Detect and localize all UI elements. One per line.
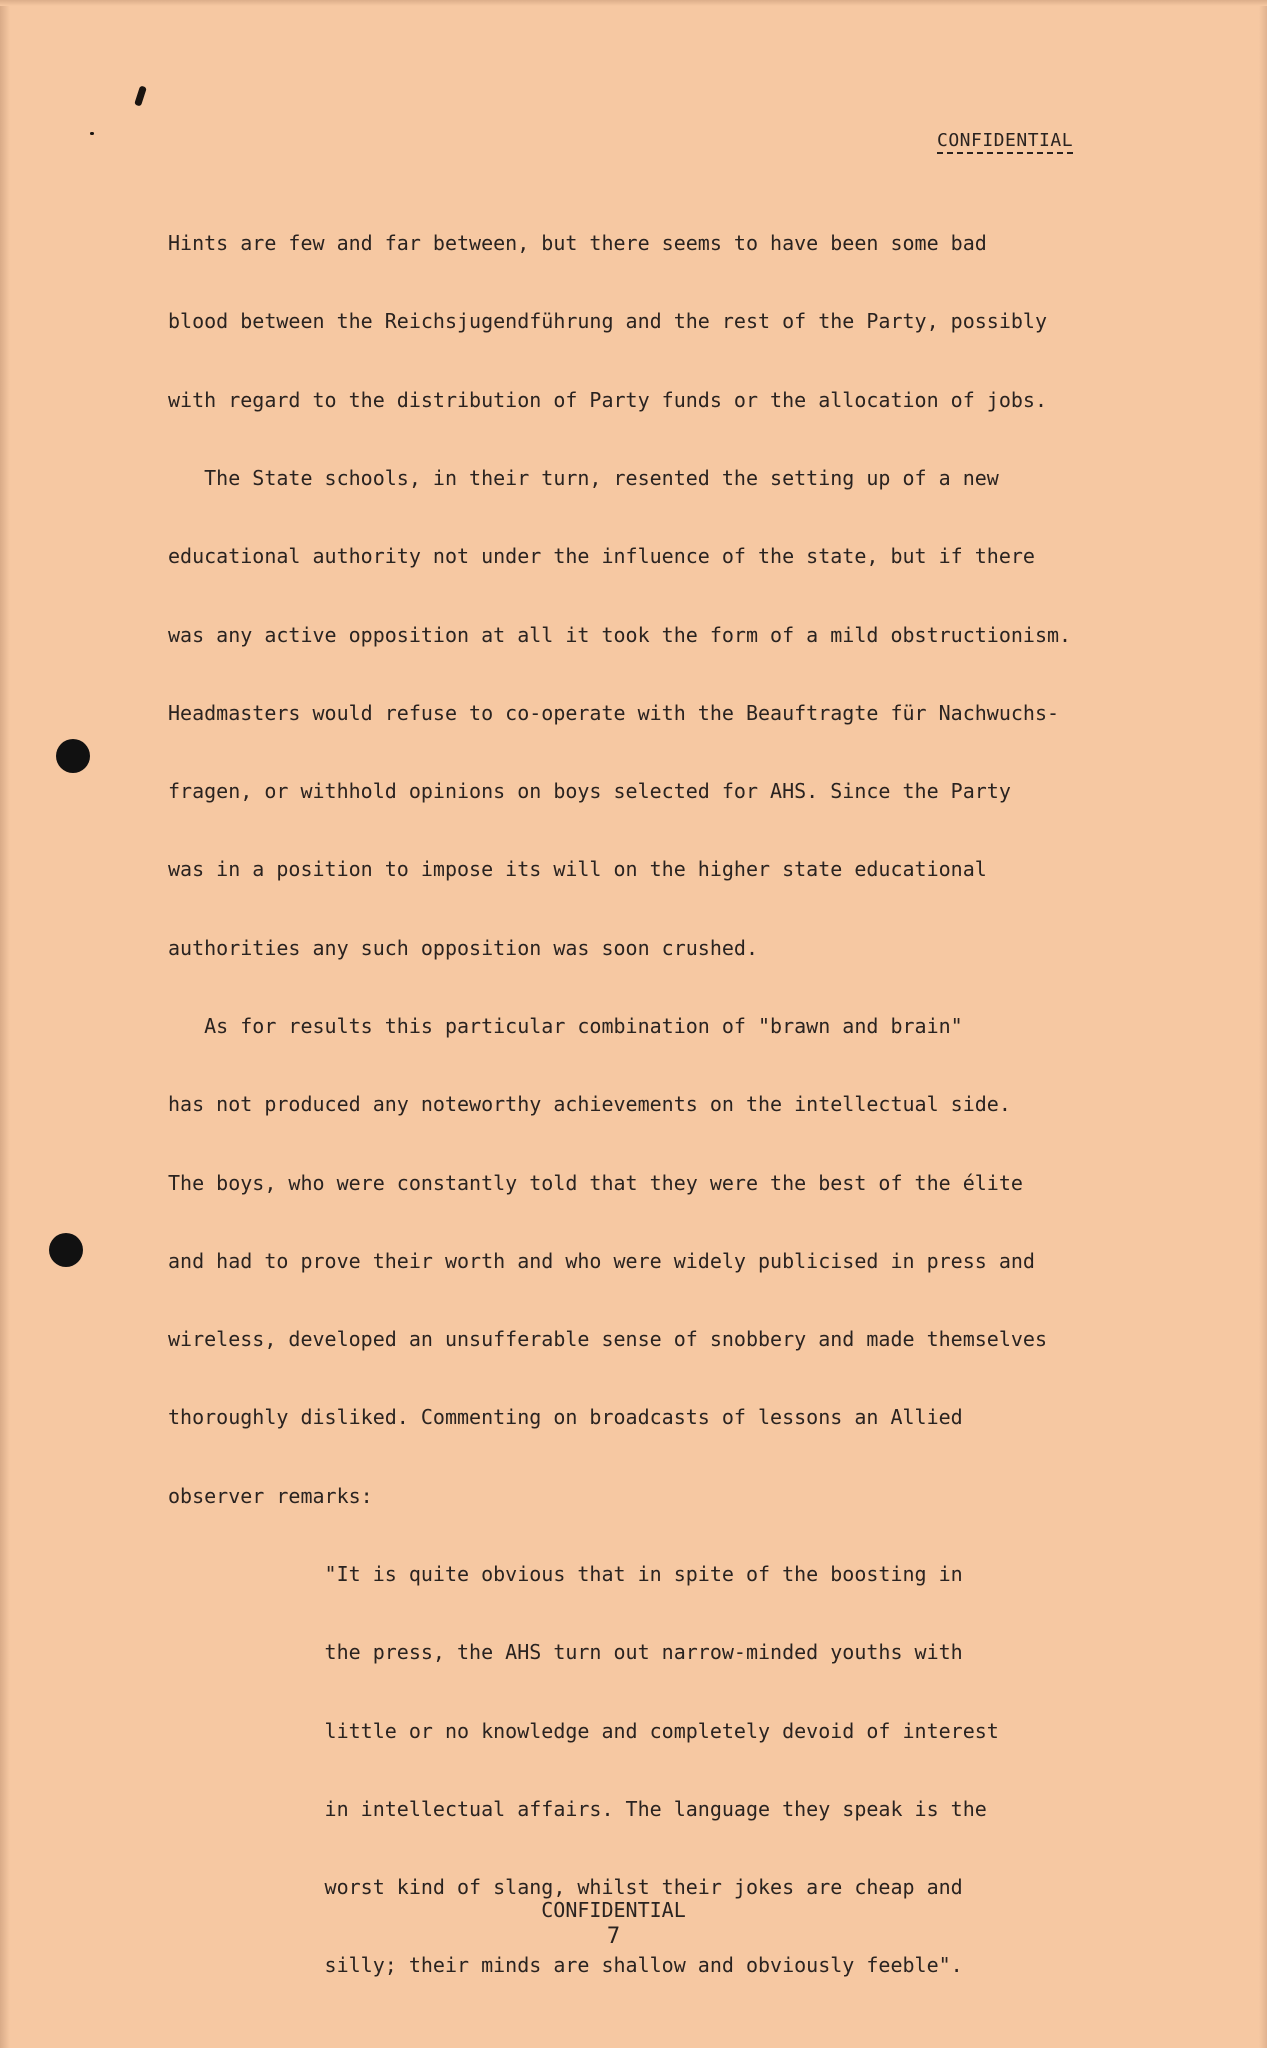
- punch-hole: [56, 739, 90, 773]
- body-line: As for results this particular combination of "brawn and brain": [168, 1014, 963, 1038]
- body-line: Headmasters would refuse to co-operate with the Beauftragte für Nachwuchs-: [168, 700, 1060, 725]
- quote-line: silly; their minds are shallow and obviously feeble".: [168, 1953, 963, 1978]
- body-line: The State schools, in their turn, resented the setting up of a new: [168, 466, 999, 491]
- body-line: thoroughly disliked. Commenting on broadcasts of lessons an Allied: [168, 1405, 963, 1430]
- quote-line: "It is quite obvious that in spite of the boosting in: [168, 1561, 963, 1586]
- page-edge-top: [0, 0, 1267, 6]
- body-line: fragen, or withhold opinions on boys selected for AHS. Since the Party: [168, 779, 1011, 804]
- quote-line: the press, the AHS turn out narrow-minded youths with: [168, 1640, 963, 1665]
- ink-mark: [134, 85, 147, 106]
- body-line: with regard to the distribution of Party funds or the allocation of jobs.: [168, 387, 1047, 412]
- quote-line: little or no knowledge and completely devoid of interest: [168, 1718, 999, 1743]
- body-line: observer remarks:: [168, 1483, 373, 1508]
- body-line: was any active opposition at all it took the form of a mild obstructionism.: [168, 622, 1072, 647]
- body-line: educational authority not under the influence of the state, but if there: [168, 544, 1035, 569]
- footer-confidential-label: CONFIDENTIAL: [541, 1898, 686, 1922]
- body-line: has not produced any noteworthy achievements on the intellectual side.: [168, 1092, 1011, 1117]
- page-edge-left: [0, 0, 10, 2048]
- body-line: and had to prove their worth and who were widely publicised in press and: [168, 1248, 1035, 1273]
- page-edge-right: [1259, 0, 1267, 2048]
- quote-line: in intellectual affairs. The language they speak is the: [168, 1796, 987, 1821]
- ink-dot: [90, 132, 94, 135]
- body-line: authorities any such opposition was soon crushed.: [168, 935, 759, 960]
- quote-line: worst kind of slang, whilst their jokes are cheap and: [168, 1875, 963, 1900]
- body-line: blood between the Reichsjugendführung and the rest of the Party, possibly: [168, 309, 1047, 334]
- body-line: was in a position to impose its will on the higher state educational: [168, 857, 987, 882]
- body-line: Hints are few and far between, but there seems to have been some bad: [168, 231, 987, 256]
- header-confidential-label: CONFIDENTIAL: [937, 130, 1073, 154]
- page-number: 7: [606, 1924, 621, 1949]
- body-line: wireless, developed an unsufferable sense of snobbery and made themselves: [168, 1327, 1047, 1352]
- document-body: [168, 178, 1148, 2031]
- punch-hole: [49, 1233, 83, 1267]
- body-line: The boys, who were constantly told that they were the best of the élite: [168, 1170, 1023, 1195]
